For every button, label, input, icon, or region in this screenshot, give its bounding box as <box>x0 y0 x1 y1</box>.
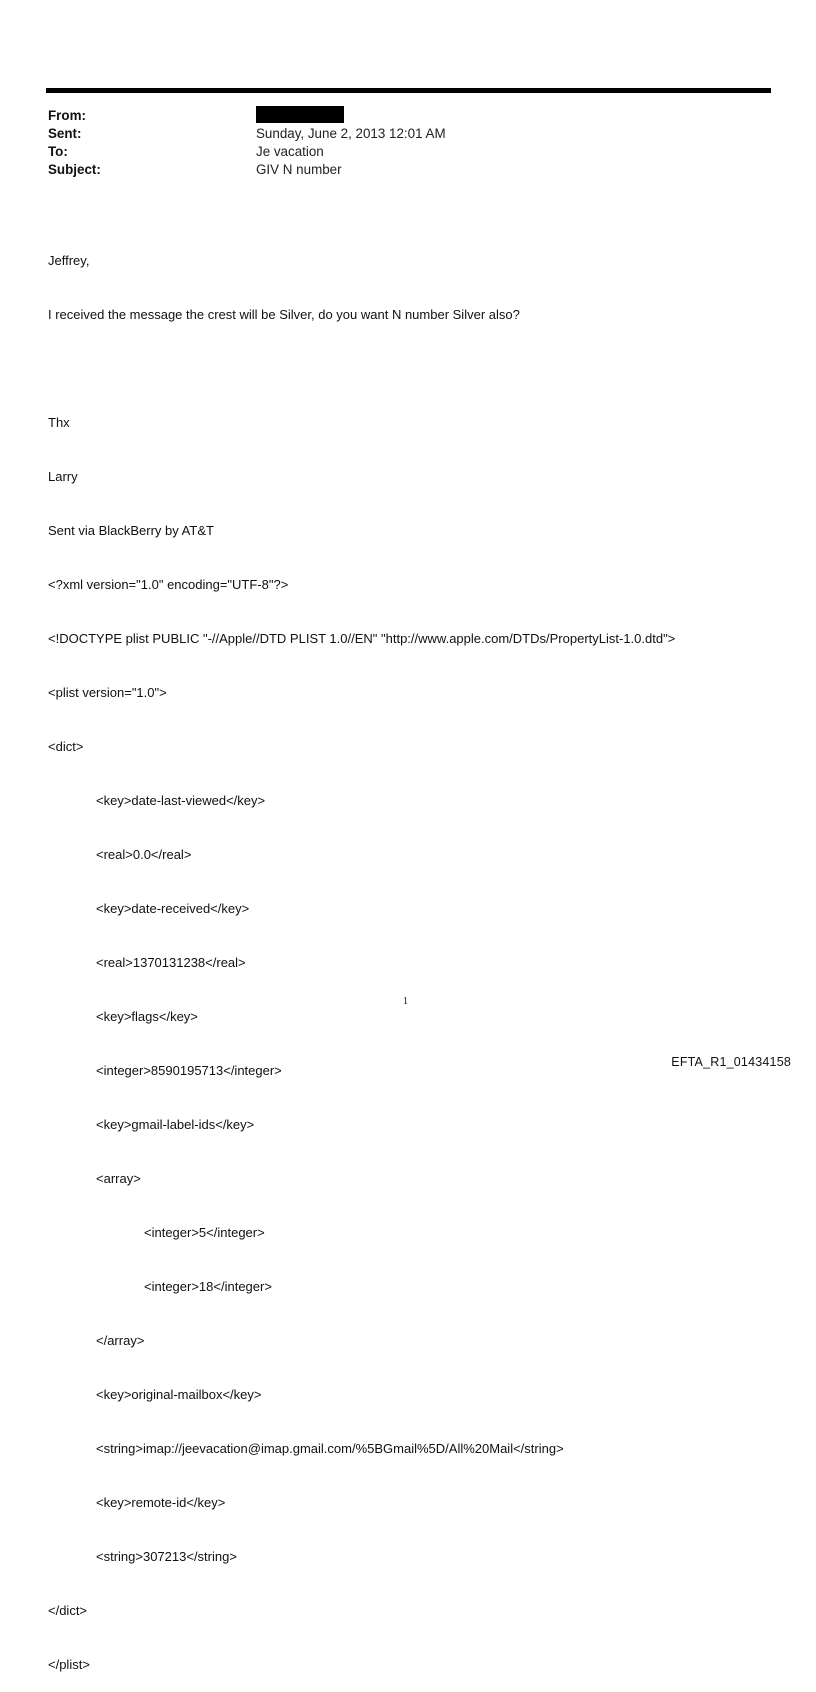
plist-line: <key>original-mailbox</key> <box>96 1387 262 1402</box>
plist-line: <string>307213</string> <box>96 1549 237 1564</box>
doctype-line: <!DOCTYPE plist PUBLIC "-//Apple//DTD PLIST 1.0//EN" "http://www.apple.com/DTDs/PropertyList-1.0.dtd"> <box>48 631 676 646</box>
plist-line: <key>date-received</key> <box>96 901 250 916</box>
plist-line: <string>imap://jeevacation@imap.gmail.com/%5BGmail%5D/All%20Mail</string> <box>96 1441 564 1456</box>
redacted-sender <box>256 106 344 123</box>
plist-open: <plist version="1.0"> <box>48 685 167 700</box>
to-value: Je vacation <box>256 144 324 159</box>
sent-value: Sunday, June 2, 2013 12:01 AM <box>256 126 446 141</box>
xml-declaration: <?xml version="1.0" encoding="UTF-8"?> <box>48 577 289 592</box>
header-rule <box>46 88 771 93</box>
bates-number: EFTA_R1_01434158 <box>671 1055 791 1069</box>
dict-open: <dict> <box>48 739 84 754</box>
email-header <box>48 107 446 179</box>
email-body <box>48 216 675 1692</box>
subject-value: GIV N number <box>256 162 342 177</box>
plist-line: <key>gmail-label-ids</key> <box>96 1117 255 1132</box>
plist-line: <integer>18</integer> <box>144 1279 272 1294</box>
dict-close: </dict> <box>48 1603 88 1618</box>
sent-row <box>48 125 446 143</box>
plist-line: <integer>5</integer> <box>144 1225 265 1240</box>
plist-line: <integer>8590195713</integer> <box>96 1063 282 1078</box>
plist-line: <key>remote-id</key> <box>96 1495 226 1510</box>
to-label: To: <box>48 144 68 159</box>
thanks: Thx <box>48 415 70 430</box>
plist-line: <real>1370131238</real> <box>96 955 246 970</box>
plist-line: <real>0.0</real> <box>96 847 192 862</box>
greeting: Jeffrey, <box>48 253 90 268</box>
subject-row <box>48 161 446 179</box>
sent-via: Sent via BlackBerry by AT&T <box>48 523 214 538</box>
plist-close: </plist> <box>48 1657 90 1672</box>
sent-label: Sent: <box>48 126 82 141</box>
plist-line: <array> <box>96 1171 141 1186</box>
plist-line: </array> <box>96 1333 145 1348</box>
from-label: From: <box>48 108 86 123</box>
blank-line <box>48 360 675 378</box>
plist-line: <key>date-last-viewed</key> <box>96 793 266 808</box>
from-row <box>48 107 446 125</box>
to-row <box>48 143 446 161</box>
plist-line: <key>flags</key> <box>96 1009 198 1024</box>
page-number: 1 <box>403 996 408 1007</box>
signature: Larry <box>48 469 78 484</box>
message-text: I received the message the crest will be Silver, do you want N number Silver also? <box>48 307 520 322</box>
subject-label: Subject: <box>48 162 101 177</box>
